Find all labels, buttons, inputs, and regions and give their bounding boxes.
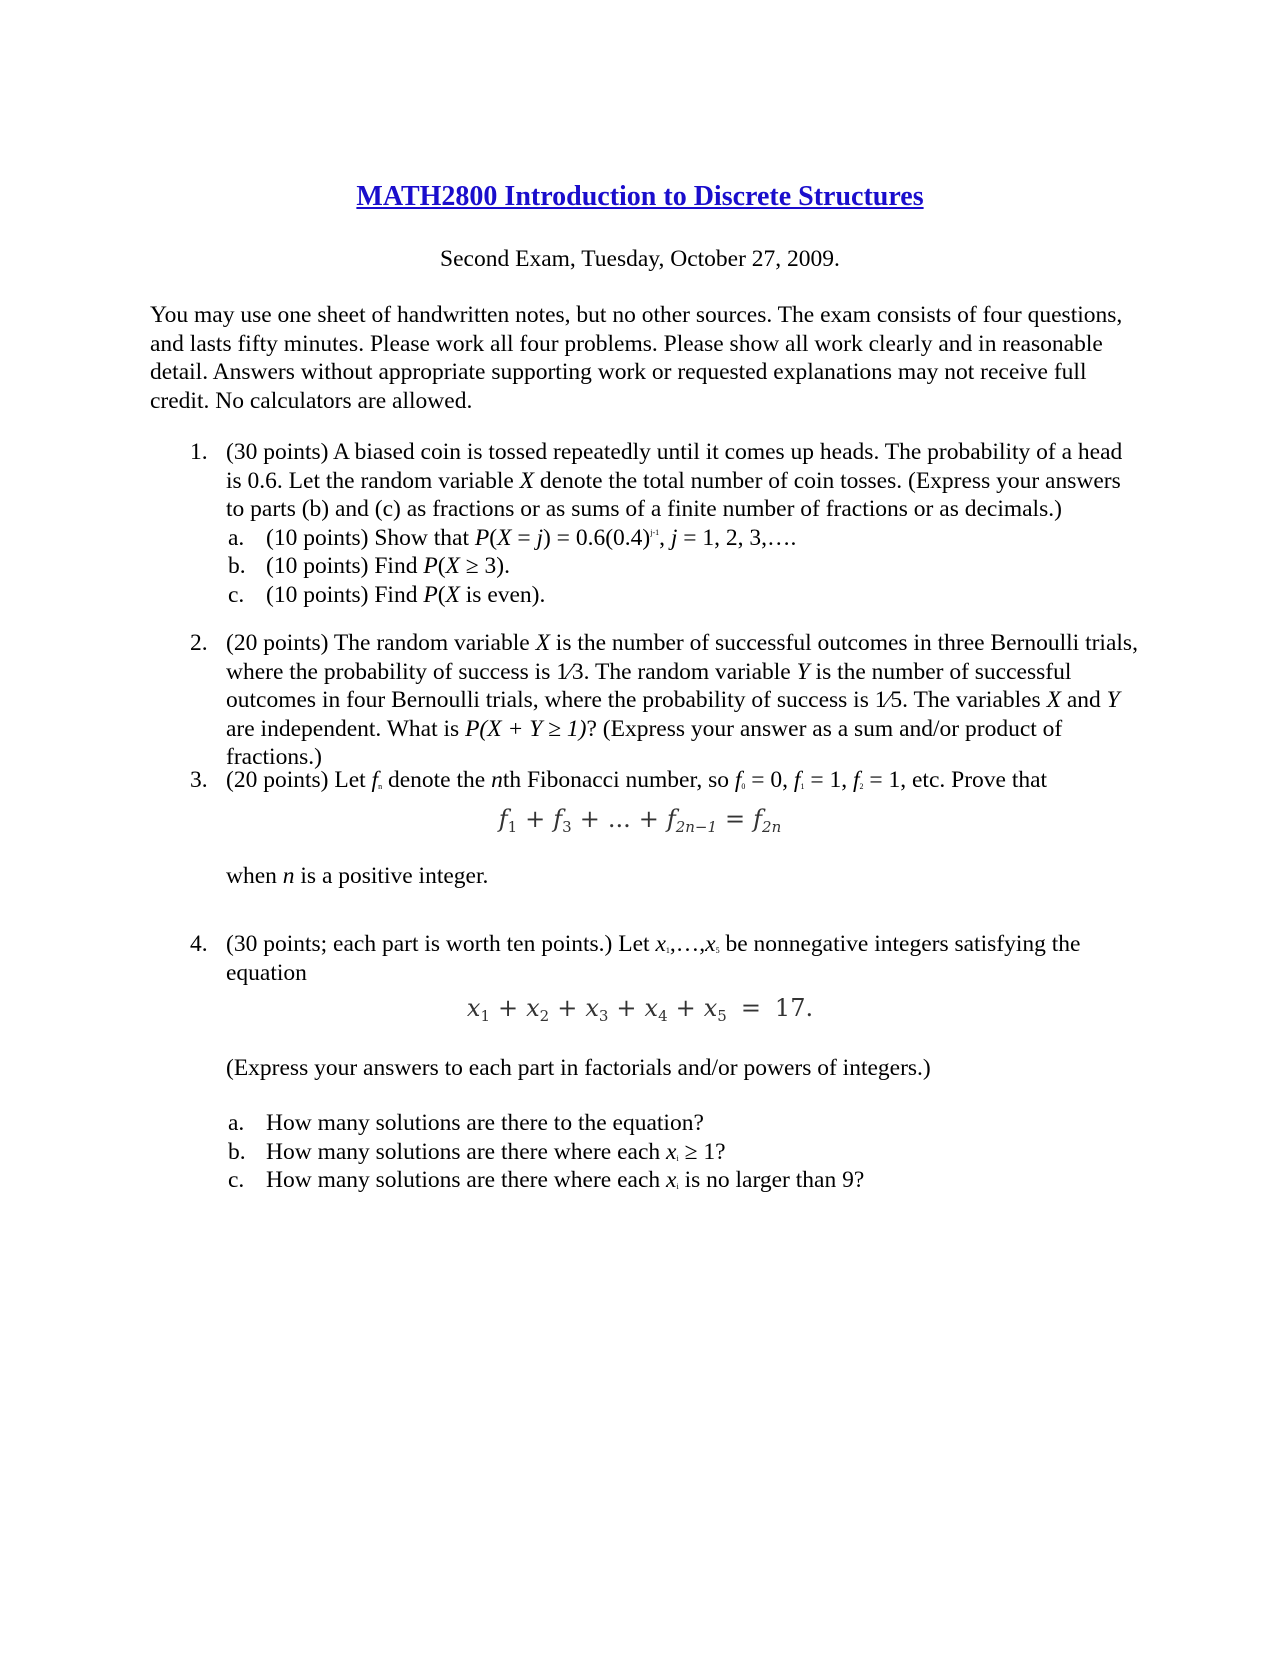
question-2 xyxy=(190,629,1140,772)
eq-subscript: 2n xyxy=(762,818,782,836)
part-text-segment: is even). xyxy=(459,581,546,608)
question-text-part: and xyxy=(1060,687,1107,713)
variable-j: j xyxy=(670,524,678,551)
fib-symbol: f xyxy=(734,767,742,793)
condition-text: when xyxy=(226,863,283,889)
eq-operator: + xyxy=(498,994,519,1022)
subscript: 5 xyxy=(715,946,720,955)
variable-x: X xyxy=(535,630,550,656)
variable-x: x xyxy=(666,1138,677,1165)
question-4-parts xyxy=(190,1109,1140,1195)
probability-expression: P(X + Y ≥ 1) xyxy=(465,715,587,742)
part-text xyxy=(266,524,796,553)
part-letter: c. xyxy=(228,1167,245,1193)
part-text: (10 points) Find P(X ≥ 3). xyxy=(266,553,510,579)
eq-dots: ... xyxy=(607,805,631,833)
question-4 xyxy=(190,930,1140,987)
variable-x: X xyxy=(1046,687,1061,713)
subscript: i xyxy=(676,1182,679,1191)
part-text-segment: (10 points) Show that xyxy=(266,524,475,551)
eq-symbol: f xyxy=(753,805,763,833)
eq-operator: + xyxy=(579,805,600,833)
question-number: 4. xyxy=(190,931,208,957)
question-body xyxy=(226,766,1140,795)
eq-subscript: 3 xyxy=(562,818,572,836)
fib-symbol: f xyxy=(793,767,801,793)
part-text-segment: , xyxy=(659,524,671,551)
variable-x: x xyxy=(705,931,716,957)
eq-operator: + xyxy=(616,994,637,1022)
part-text-segment: = 1, 2, 3,…. xyxy=(677,524,797,551)
question-1-part-b xyxy=(190,552,1140,581)
question-text-part: (20 points) Let xyxy=(226,767,372,793)
exam-title-link[interactable]: MATH2800 Introduction to Discrete Structures xyxy=(356,181,924,212)
variable-y: Y xyxy=(1106,687,1120,713)
part-text: How many solutions are there to the equation? xyxy=(266,1110,704,1136)
eq-symbol: f xyxy=(498,805,508,833)
variable-j: j xyxy=(536,524,543,551)
condition-text: is a positive integer. xyxy=(294,863,489,889)
eq-symbol: x xyxy=(644,994,659,1022)
exam-subtitle: Second Exam, Tuesday, October 27, 2009. xyxy=(440,246,840,272)
variable-y: Y xyxy=(796,658,810,685)
part-text-segment: (10 points) Find xyxy=(266,553,424,579)
question-number: 2. xyxy=(190,630,208,656)
question-text-part: = 1, etc. Prove that xyxy=(863,767,1048,793)
question-3 xyxy=(190,766,1140,795)
exam-instructions xyxy=(150,301,1135,415)
question-text xyxy=(226,766,1140,795)
question-text-part: is the number of successful outcomes in four Bernoulli trials, where the probability of success is 1⁄5. The variables xyxy=(226,658,1072,713)
question-3-condition xyxy=(226,862,1146,891)
eq-operator: + xyxy=(675,994,696,1022)
question-1 xyxy=(190,438,1140,609)
question-text xyxy=(226,930,1140,987)
question-text-part: ? (Express your answer as a sum and/or product of fractions.) xyxy=(226,715,1063,770)
part-text xyxy=(266,1138,726,1167)
variable-x: x xyxy=(655,931,666,957)
question-text xyxy=(226,629,1140,772)
eq-operator: + xyxy=(525,805,546,833)
eq-symbol: x xyxy=(703,994,718,1022)
eq-subscript: 5 xyxy=(717,1007,727,1025)
eq-operator: = xyxy=(740,994,761,1022)
question-text-part: = 1, xyxy=(804,767,853,793)
part-text-segment: (10 points) Find xyxy=(266,581,424,608)
question-text-part: (30 points) A biased coin is tossed repeatedly until it comes up heads. The probability of a head is 0.6. Let the random variable xyxy=(226,439,1123,494)
question-1-part-a xyxy=(190,524,1140,553)
question-text-part: denote the xyxy=(382,767,492,793)
question-number: 3. xyxy=(190,767,208,793)
question-body xyxy=(226,629,1140,772)
eq-rhs: 17. xyxy=(774,994,814,1022)
part-letter: a. xyxy=(228,524,245,551)
eq-operator: + xyxy=(638,805,659,833)
part-letter: b. xyxy=(228,1138,246,1165)
part-letter: c. xyxy=(228,581,245,608)
eq-operator: + xyxy=(557,994,578,1022)
question-4-part-b xyxy=(190,1138,1140,1167)
part-text-segment: How many solutions are there where each xyxy=(266,1167,667,1193)
prob-symbol: P xyxy=(423,581,438,608)
part-text-segment: ( xyxy=(489,524,498,551)
part-letter: a. xyxy=(228,1110,245,1136)
part-text-segment: = xyxy=(511,524,537,551)
part-text-segment: ≥ 3). xyxy=(459,553,510,579)
eq-symbol: f xyxy=(553,805,563,833)
exponent: j-1 xyxy=(650,527,660,537)
question-4-part-c xyxy=(190,1166,1140,1195)
question-text-part: is the number of successful outcomes in three Bernoulli trials, where the probability of success is 1⁄3. The random variable xyxy=(226,630,1138,685)
question-text xyxy=(226,438,1140,524)
prob-symbol: P xyxy=(474,524,490,551)
part-text xyxy=(266,1166,864,1195)
variable-n: n xyxy=(491,767,503,793)
subscript: i xyxy=(676,1153,679,1163)
question-text-part: be nonnegative integers satisfying the equation xyxy=(226,931,1081,986)
question-text-part: th Fibonacci number, so xyxy=(502,767,735,793)
question-text-part: denote the total number of coin tosses. (Express your answers to parts (b) and (c) as fractions or as sums of a finite number of fractions or as decimals.) xyxy=(226,467,1121,522)
variable-x: x xyxy=(666,1167,677,1193)
part-text-segment: How many solutions are there where each xyxy=(266,1138,667,1165)
variable-x: X xyxy=(445,581,460,608)
variable-n: n xyxy=(282,863,295,889)
eq-symbol: x xyxy=(526,994,540,1022)
question-1-part-c xyxy=(190,581,1140,610)
question-text-part: = 0, xyxy=(745,767,794,793)
part-text-segment: ≥ 1? xyxy=(678,1138,726,1165)
instructions-text: You may use one sheet of handwritten notes, but no other sources. The exam consists of four questions, and lasts fifty minutes. Please work all four problems. Please show all work clearly and in reasonable detail. Answers without appropriate supporting work or requested explanations may not receive full credit. No calculators are allowed. xyxy=(150,302,1123,414)
eq-subscript: 1 xyxy=(480,1007,490,1025)
subscript: 1 xyxy=(665,946,670,955)
prob-symbol: P xyxy=(423,553,438,579)
sum-equation xyxy=(0,993,1280,1023)
variable-x: X xyxy=(519,467,535,494)
part-text: (10 points) Find P(X is even). xyxy=(266,581,546,608)
variable-x: X xyxy=(445,553,460,579)
question-text-part: ,…, xyxy=(669,931,706,957)
subscript: 0 xyxy=(741,782,746,791)
eq-subscript: 2 xyxy=(539,1007,550,1025)
part-text-segment: is no larger than 9? xyxy=(678,1167,865,1193)
question-body xyxy=(226,438,1140,524)
question-4-part-a xyxy=(190,1109,1140,1138)
part-text-segment: ) = 0.6(0.4) xyxy=(542,524,651,551)
eq-subscript: 3 xyxy=(598,1007,609,1025)
question-text-part: (30 points; each part is worth ten points.) Let xyxy=(226,931,656,957)
question-number: 1. xyxy=(190,439,208,465)
eq-subscript: 1 xyxy=(507,818,518,836)
variable-x: X xyxy=(497,524,512,551)
question-body xyxy=(226,930,1140,987)
fibonacci-equation xyxy=(0,804,1280,834)
question-text-part: are independent. What is xyxy=(226,715,466,742)
subscript: 1 xyxy=(800,782,805,791)
eq-operator: = xyxy=(725,805,746,833)
question-text-part: (20 points) The random variable xyxy=(226,630,536,656)
subscript: 2 xyxy=(859,782,864,791)
exam-title xyxy=(0,180,1280,214)
eq-subscript: 2n−1 xyxy=(675,818,718,836)
subscript: n xyxy=(378,782,383,791)
eq-symbol: x xyxy=(585,994,599,1022)
fib-symbol: f xyxy=(371,767,379,793)
eq-symbol: f xyxy=(666,805,676,833)
part-letter: b. xyxy=(228,553,246,579)
fib-symbol: f xyxy=(852,767,860,793)
question-4-instruction: (Express your answers to each part in factorials and/or powers of integers.) xyxy=(226,1055,931,1081)
eq-subscript: 4 xyxy=(658,1007,668,1025)
eq-symbol: x xyxy=(466,994,481,1022)
